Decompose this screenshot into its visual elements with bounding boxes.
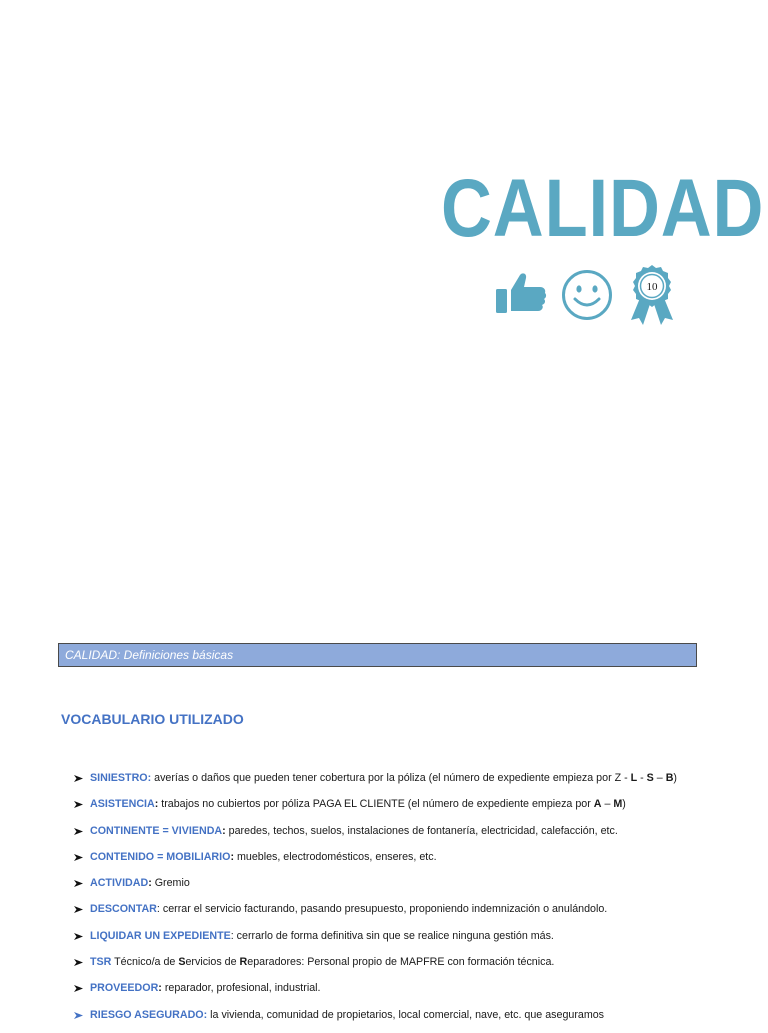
term-asistencia: ASISTENCIA [90, 798, 155, 811]
term-colon: : [230, 850, 234, 863]
list-item [74, 875, 764, 901]
bold-letter: S [646, 772, 654, 784]
term-tsr: TSR [90, 956, 112, 969]
term-proveedor: PROVEEDOR [90, 982, 159, 995]
cover-icons [494, 264, 684, 326]
arrow-bullet-icon [74, 985, 83, 992]
award-ribbon-icon [628, 264, 676, 326]
term-liquidar: LIQUIDAR UN EXPEDIENTE [90, 929, 231, 942]
term-colon: : [148, 877, 152, 890]
list-item [74, 823, 764, 849]
definition-text: eparadores: Personal propio de MAPFRE con formación técnica. [247, 956, 555, 969]
thumbs-up-icon [494, 271, 548, 315]
closing-paren: ) [673, 772, 677, 784]
cover-title: CALIDAD [441, 163, 765, 254]
term-siniestro: SINIESTRO: [90, 772, 152, 784]
arrow-bullet-icon [74, 801, 83, 808]
definition-text: muebles, electrodomésticos, enseres, etc. [234, 850, 437, 863]
smiley-face-icon [560, 268, 614, 322]
arrow-bullet-icon [74, 854, 83, 861]
list-item [74, 954, 764, 980]
bold-letter: S [178, 956, 186, 969]
award-number: 10 [646, 281, 658, 293]
list-item [74, 1007, 764, 1033]
arrow-bullet-icon [74, 933, 83, 940]
separator: - [637, 772, 647, 784]
term-colon: : [222, 824, 226, 837]
separator: – [601, 798, 614, 811]
list-item [74, 980, 764, 1006]
definition-text: ervicios de [185, 956, 240, 969]
list-item [74, 849, 764, 875]
section-header-label: CALIDAD: Definiciones básicas [65, 648, 234, 662]
list-item [74, 928, 764, 954]
closing-paren: ) [622, 798, 626, 811]
arrow-bullet-icon [74, 775, 83, 782]
bold-letter: A [593, 798, 602, 811]
separator: – [653, 772, 666, 784]
arrow-bullet-icon [74, 1012, 83, 1019]
bold-letter: L [630, 772, 638, 784]
arrow-bullet-icon [74, 906, 83, 913]
definition-text: averías o daños que pueden tener cobertura por la póliza (el número de expediente empieza por Z - [151, 772, 631, 784]
vocabulary-heading: VOCABULARIO UTILIZADO [61, 711, 244, 727]
term-colon: : [158, 982, 162, 995]
list-item [74, 796, 764, 822]
definition-text: Gremio [151, 877, 190, 890]
term-actividad: ACTIVIDAD [90, 877, 149, 890]
term-colon: : [154, 798, 159, 811]
bold-letter: R [239, 956, 248, 969]
section-header-bar [58, 643, 697, 667]
definition-text: Técnico/a de [111, 956, 179, 969]
bold-letter: M [613, 798, 623, 811]
arrow-bullet-icon [74, 880, 83, 887]
term-contenido: CONTENIDO = MOBILIARIO [90, 850, 231, 863]
arrow-bullet-icon [74, 828, 83, 835]
definition-text: : cerrar el servicio facturando, pasando presupuesto, proponiendo indemnización o anulándolo. [156, 903, 608, 916]
term-continente: CONTINENTE = VIVIENDA [90, 824, 223, 837]
list-item [74, 901, 764, 927]
list-item [74, 770, 764, 796]
definition-text: trabajos no cubiertos por póliza PAGA EL CLIENTE (el número de expediente empieza por [158, 798, 594, 811]
definition-text: la vivienda, comunidad de propietarios, local comercial, nave, etc. que aseguramos [207, 1008, 605, 1021]
definition-text: : cerrarlo de forma definitiva sin que se realice ninguna gestión más. [230, 929, 554, 942]
definition-text: reparador, profesional, industrial. [161, 982, 321, 995]
arrow-bullet-icon [74, 959, 83, 966]
term-riesgo-asegurado: RIESGO ASEGURADO: [90, 1008, 208, 1021]
vocabulary-list [74, 770, 764, 1033]
bold-letter: B [665, 772, 674, 784]
term-descontar: DESCONTAR [90, 903, 157, 916]
definition-text: paredes, techos, suelos, instalaciones de fontanería, electricidad, calefacción, etc. [225, 824, 618, 837]
